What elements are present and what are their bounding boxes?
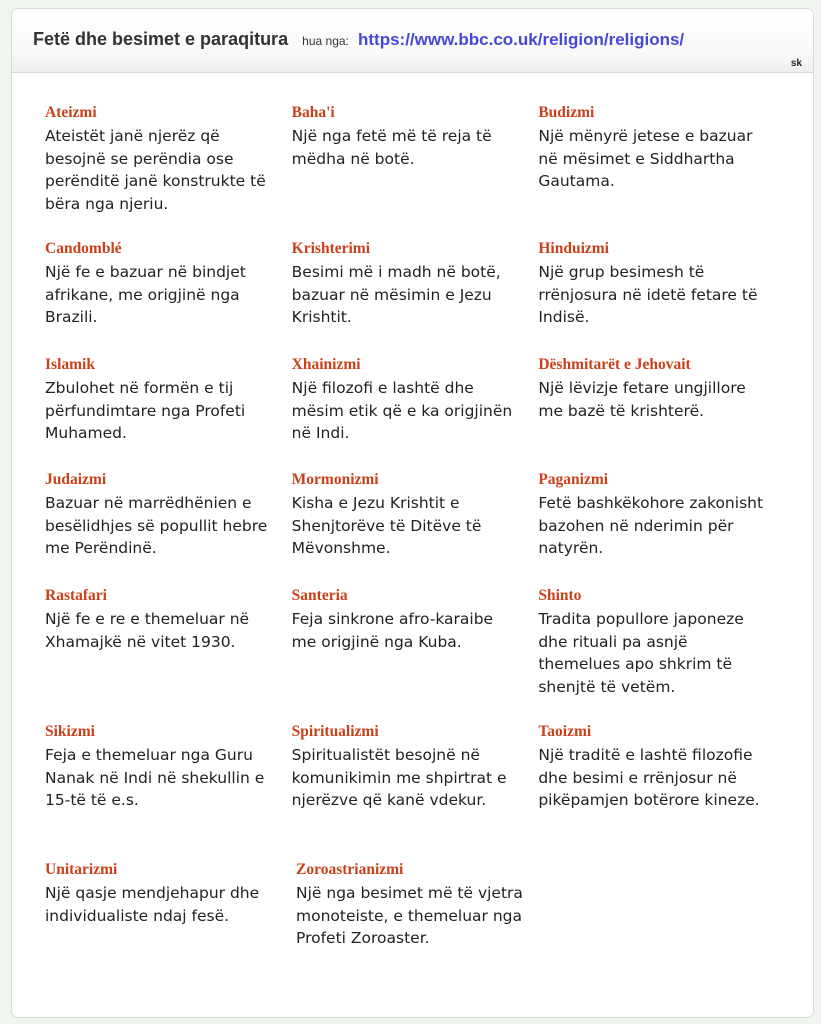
religion-link[interactable]: Sikizmi [45, 723, 95, 740]
religion-description: Një fe e re e themeluar në Xhamajkë në vitet 1930. [45, 610, 250, 651]
religion-link[interactable]: Unitarizmi [45, 861, 118, 878]
religion-description: Një lëvizje fetare ungjillore me bazë të krishterë. [538, 379, 746, 420]
religion-description: Fetë bashkëkohore zakonisht bazohen në nderimin për natyrën. [538, 494, 764, 557]
religion-link[interactable]: Candomblé [45, 240, 122, 257]
language-code: sk [790, 58, 802, 69]
religion-description: Një qasje mendjehapur dhe individualiste ndaj fesë. [45, 884, 260, 925]
religion-link[interactable]: Dëshmitarët e Jehovait [538, 356, 691, 373]
religion-description: Zbulohet në formën e tij përfundimtare nga Profeti Muhamed. [45, 379, 246, 442]
religion-link[interactable]: Zoroastrianizmi [296, 861, 404, 878]
source-label: hua nga: [302, 34, 349, 48]
religion-item [292, 469, 539, 585]
religion-description: Një mënyrë jetese e bazuar në mësimet e Siddhartha Gautama. [538, 127, 753, 190]
religion-description: Një nga fetë më të reja të mëdha në botë. [291, 127, 492, 168]
grid-row [45, 721, 785, 859]
religion-link[interactable]: Santeria [291, 587, 348, 604]
religion-link[interactable]: Paganizmi [538, 471, 609, 488]
religion-item [538, 585, 785, 721]
religion-item [45, 859, 296, 975]
grid-row [45, 102, 785, 238]
religion-item [45, 585, 292, 721]
religion-item [538, 354, 785, 469]
religion-item [538, 721, 785, 859]
grid-row [45, 238, 785, 354]
religion-link[interactable]: Islamik [45, 356, 95, 373]
religion-grid [45, 102, 785, 975]
religion-link[interactable]: Taoizmi [538, 723, 592, 740]
religion-item [292, 354, 539, 469]
religion-description: Kisha e Jezu Krishtit e Shenjtorëve të Ditëve të Mëvonshme. [291, 494, 482, 557]
religion-item [296, 859, 547, 975]
religion-description: Tradita popullore japoneze dhe rituali pa asnjë themelues apo shkrim të shenjtë të vetëm. [538, 610, 744, 696]
panel-header [12, 9, 813, 73]
religion-item [538, 238, 785, 354]
page-title: Fetë dhe besimet e paraqitura [33, 29, 289, 49]
grid-row [45, 859, 785, 975]
religion-description: Feja sinkrone afro-karaibe me origjinë nga Kuba. [291, 610, 494, 651]
religion-link[interactable]: Krishterimi [291, 240, 371, 257]
religion-link[interactable]: Xhainizmi [291, 356, 361, 373]
religion-link[interactable]: Spiritualizmi [291, 723, 379, 740]
religion-link[interactable]: Shinto [538, 587, 582, 604]
religion-link[interactable]: Rastafari [45, 587, 107, 604]
religion-description: Një fe e bazuar në bindjet afrikane, me origjinë nga Brazili. [45, 263, 246, 326]
religion-item [45, 721, 292, 859]
religions-panel [11, 8, 814, 1018]
religion-description: Një nga besimet më të vjetra monoteiste, e themeluar nga Profeti Zoroaster. [296, 884, 523, 947]
religion-description: Spiritualistët besojnë në komunikimin me shpirtrat e njerëzve që kanë vdekur. [291, 746, 507, 809]
religion-description: Feja e themeluar nga Guru Nanak në Indi në shekullin e 15-të të e.s. [45, 746, 265, 809]
religion-link[interactable]: Hinduizmi [538, 240, 609, 257]
religion-item [538, 469, 785, 585]
religion-item [45, 469, 292, 585]
religion-link[interactable]: Mormonizmi [291, 471, 379, 488]
religion-link[interactable]: Ateizmi [45, 104, 97, 121]
grid-row [45, 354, 785, 469]
religion-link[interactable]: Baha'i [291, 104, 335, 121]
religion-link[interactable]: Judaizmi [45, 471, 107, 488]
grid-row [45, 469, 785, 585]
grid-row [45, 585, 785, 721]
title-row [33, 29, 684, 50]
source-link[interactable]: https://www.bbc.co.uk/religion/religions/ [357, 30, 685, 49]
religion-description: Një grup besimesh të rrënjosura në idetë fetare të Indisë. [538, 263, 758, 326]
religion-item [292, 585, 539, 721]
religion-description: Një traditë e lashtë filozofie dhe besimi e rrënjosur në pikëpamjen botërore kineze. [538, 746, 760, 809]
religion-item [45, 354, 292, 469]
religion-item [45, 238, 292, 354]
religion-description: Një filozofi e lashtë dhe mësim etik që e ka origjinën në Indi. [291, 379, 513, 442]
religion-item [292, 238, 539, 354]
religion-description: Besimi më i madh në botë, bazuar në mësimin e Jezu Krishtit. [291, 263, 501, 326]
religion-item [292, 721, 539, 859]
religion-description: Bazuar në marrëdhënien e besëlidhjes së popullit hebre me Perëndinë. [45, 494, 268, 557]
religion-item [45, 102, 292, 238]
religion-link[interactable]: Budizmi [538, 104, 595, 121]
religion-item [538, 102, 785, 238]
religion-description: Ateistët janë njerëz që besojnë se perëndia ose perënditë janë konstrukte të bëra nga njeriu. [45, 127, 266, 213]
religion-item [292, 102, 539, 238]
